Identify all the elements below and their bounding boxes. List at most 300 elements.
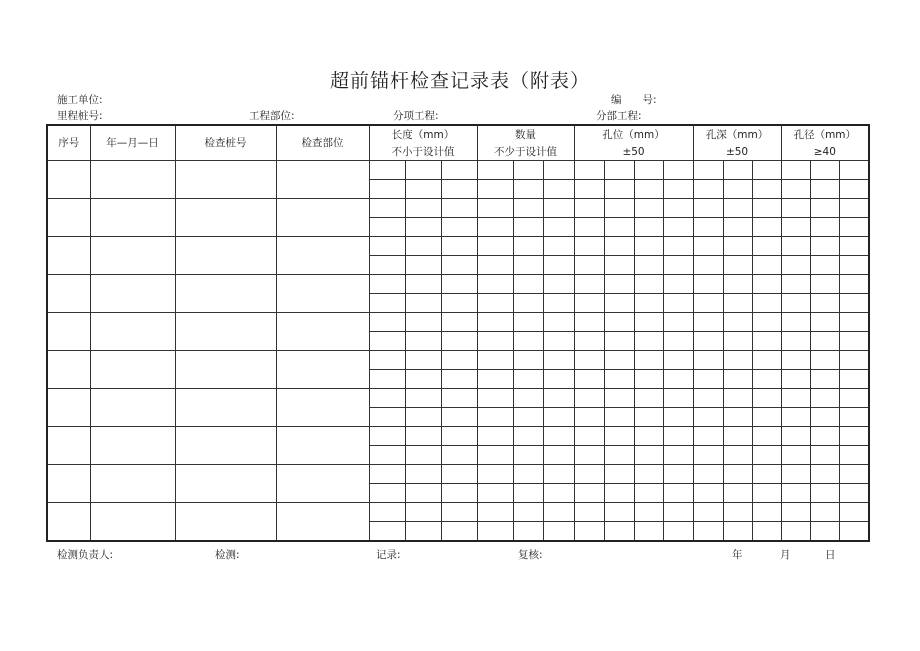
measure-cell xyxy=(634,408,663,427)
measure-cell xyxy=(477,389,513,408)
measure-cell xyxy=(441,256,477,275)
measure-cell xyxy=(441,313,477,332)
header-hole-dia-req: ≥40 xyxy=(781,143,869,161)
table-row xyxy=(47,503,869,522)
measure-cell xyxy=(839,389,869,408)
measure-cell xyxy=(839,199,869,218)
measure-cell xyxy=(781,351,810,370)
table-row xyxy=(47,199,869,218)
measure-cell xyxy=(543,408,574,427)
measure-cell xyxy=(604,237,634,256)
measure-cell xyxy=(663,370,693,389)
measure-cell xyxy=(405,218,441,237)
measure-cell xyxy=(477,256,513,275)
measure-cell xyxy=(369,237,405,256)
measure-cell xyxy=(723,275,752,294)
measure-cell xyxy=(663,237,693,256)
measure-cell xyxy=(477,275,513,294)
measure-cell xyxy=(543,370,574,389)
measure-cell xyxy=(543,275,574,294)
measure-cell xyxy=(369,389,405,408)
measure-cell xyxy=(663,503,693,522)
measure-cell xyxy=(723,370,752,389)
measure-cell xyxy=(574,389,604,408)
measure-cell xyxy=(369,199,405,218)
table-row xyxy=(47,275,869,294)
measure-cell xyxy=(810,408,839,427)
measure-cell xyxy=(543,332,574,351)
measure-cell xyxy=(663,161,693,180)
measure-cell xyxy=(781,427,810,446)
measure-cell xyxy=(839,218,869,237)
measure-cell xyxy=(810,522,839,542)
sub-division-label: 分部工程: xyxy=(596,110,642,122)
measure-cell xyxy=(693,256,723,275)
measure-cell xyxy=(839,465,869,484)
measure-cell xyxy=(543,218,574,237)
measure-cell xyxy=(441,218,477,237)
location-cell xyxy=(276,427,369,465)
measure-cell xyxy=(752,294,781,313)
header-hole-pos-title: 孔位（mm） xyxy=(574,125,693,143)
measure-cell xyxy=(634,237,663,256)
inspection-table xyxy=(46,124,870,542)
measure-cell xyxy=(810,218,839,237)
measure-cell xyxy=(693,199,723,218)
measure-cell xyxy=(723,446,752,465)
measure-cell xyxy=(810,389,839,408)
measure-cell xyxy=(839,332,869,351)
measure-cell xyxy=(574,427,604,446)
measure-cell xyxy=(693,161,723,180)
measure-cell xyxy=(663,522,693,542)
measure-cell xyxy=(693,484,723,503)
measure-cell xyxy=(441,180,477,199)
measure-cell xyxy=(634,218,663,237)
seq-cell xyxy=(47,275,90,313)
measure-cell xyxy=(513,370,543,389)
measure-cell xyxy=(369,256,405,275)
measure-cell xyxy=(543,427,574,446)
measure-cell xyxy=(839,370,869,389)
measure-cell xyxy=(574,332,604,351)
seq-cell xyxy=(47,503,90,542)
measure-cell xyxy=(604,351,634,370)
seq-cell xyxy=(47,351,90,389)
measure-cell xyxy=(634,446,663,465)
seq-cell xyxy=(47,465,90,503)
measure-cell xyxy=(513,522,543,542)
header-qty-title: 数量 xyxy=(477,125,574,143)
location-cell xyxy=(276,275,369,313)
measure-cell xyxy=(781,256,810,275)
measure-cell xyxy=(574,237,604,256)
pile-no-cell xyxy=(175,427,276,465)
measure-cell xyxy=(513,408,543,427)
measure-cell xyxy=(839,484,869,503)
measure-cell xyxy=(369,446,405,465)
measure-cell xyxy=(543,313,574,332)
measure-cell xyxy=(441,294,477,313)
measure-cell xyxy=(543,465,574,484)
measure-cell xyxy=(369,522,405,542)
footer-inspection: 检测: xyxy=(215,549,240,561)
measure-cell xyxy=(513,503,543,522)
measure-cell xyxy=(663,408,693,427)
measure-cell xyxy=(543,484,574,503)
measure-cell xyxy=(513,446,543,465)
measure-cell xyxy=(663,199,693,218)
measure-cell xyxy=(574,180,604,199)
measure-cell xyxy=(781,370,810,389)
date-cell xyxy=(90,199,175,237)
measure-cell xyxy=(752,370,781,389)
table-row xyxy=(47,389,869,408)
measure-cell xyxy=(752,256,781,275)
measure-cell xyxy=(477,294,513,313)
measure-cell xyxy=(543,294,574,313)
table-row xyxy=(47,351,869,370)
measure-cell xyxy=(723,465,752,484)
measure-cell xyxy=(839,408,869,427)
header-qty-req: 不少于设计值 xyxy=(477,143,574,161)
measure-cell xyxy=(693,218,723,237)
measure-cell xyxy=(634,256,663,275)
measure-cell xyxy=(574,446,604,465)
table-row xyxy=(47,427,869,446)
measure-cell xyxy=(810,370,839,389)
measure-cell xyxy=(781,237,810,256)
measure-cell xyxy=(693,313,723,332)
header-date: 年—月—日 xyxy=(90,125,175,161)
location-cell xyxy=(276,351,369,389)
measure-cell xyxy=(513,275,543,294)
measure-cell xyxy=(604,294,634,313)
measure-cell xyxy=(752,351,781,370)
measure-cell xyxy=(839,522,869,542)
measure-cell xyxy=(839,161,869,180)
measure-cell xyxy=(634,180,663,199)
measure-cell xyxy=(839,503,869,522)
pile-no-cell xyxy=(175,313,276,351)
measure-cell xyxy=(693,180,723,199)
measure-cell xyxy=(405,408,441,427)
measure-cell xyxy=(663,275,693,294)
date-cell xyxy=(90,161,175,199)
measure-cell xyxy=(513,199,543,218)
measure-cell xyxy=(441,237,477,256)
pile-no-cell xyxy=(175,389,276,427)
measure-cell xyxy=(441,522,477,542)
measure-cell xyxy=(810,503,839,522)
measure-cell xyxy=(723,332,752,351)
measure-cell xyxy=(693,503,723,522)
measure-cell xyxy=(604,389,634,408)
measure-cell xyxy=(513,161,543,180)
location-cell xyxy=(276,465,369,503)
measure-cell xyxy=(405,484,441,503)
measure-cell xyxy=(634,465,663,484)
measure-cell xyxy=(634,275,663,294)
measure-cell xyxy=(477,351,513,370)
seq-cell xyxy=(47,161,90,199)
location-cell xyxy=(276,237,369,275)
measure-cell xyxy=(634,484,663,503)
seq-cell xyxy=(47,389,90,427)
measure-cell xyxy=(810,294,839,313)
measure-cell xyxy=(781,503,810,522)
measure-cell xyxy=(604,370,634,389)
table-row xyxy=(47,465,869,484)
date-cell xyxy=(90,465,175,503)
measure-cell xyxy=(781,446,810,465)
location-cell xyxy=(276,199,369,237)
header-hole-pos-req: ±50 xyxy=(574,143,693,161)
footer-year: 年 xyxy=(732,549,743,561)
measure-cell xyxy=(693,351,723,370)
measure-cell xyxy=(693,389,723,408)
measure-cell xyxy=(477,465,513,484)
mileage-pile-label: 里程桩号: xyxy=(57,110,103,122)
measure-cell xyxy=(513,256,543,275)
measure-cell xyxy=(405,332,441,351)
measure-cell xyxy=(441,275,477,294)
measure-cell xyxy=(369,484,405,503)
measure-cell xyxy=(781,484,810,503)
project-part-label: 工程部位: xyxy=(249,110,295,122)
measure-cell xyxy=(405,237,441,256)
measure-cell xyxy=(663,351,693,370)
measure-cell xyxy=(634,427,663,446)
measure-cell xyxy=(574,522,604,542)
measure-cell xyxy=(543,351,574,370)
measure-cell xyxy=(693,465,723,484)
measure-cell xyxy=(543,522,574,542)
measure-cell xyxy=(752,332,781,351)
table-row xyxy=(47,313,869,332)
measure-cell xyxy=(441,370,477,389)
measure-cell xyxy=(634,313,663,332)
footer-inspector-lead: 检测负责人: xyxy=(57,549,114,561)
measure-cell xyxy=(574,161,604,180)
measure-cell xyxy=(810,351,839,370)
measure-cell xyxy=(513,218,543,237)
measure-cell xyxy=(752,161,781,180)
measure-cell xyxy=(574,484,604,503)
measure-cell xyxy=(752,408,781,427)
measure-cell xyxy=(477,161,513,180)
measure-cell xyxy=(604,180,634,199)
pile-no-cell xyxy=(175,237,276,275)
measure-cell xyxy=(405,446,441,465)
footer-day: 日 xyxy=(825,549,836,561)
measure-cell xyxy=(781,180,810,199)
measure-cell xyxy=(634,370,663,389)
measure-cell xyxy=(574,294,604,313)
measure-cell xyxy=(405,522,441,542)
measure-cell xyxy=(543,503,574,522)
measure-cell xyxy=(574,370,604,389)
measure-cell xyxy=(513,351,543,370)
seq-cell xyxy=(47,427,90,465)
measure-cell xyxy=(513,313,543,332)
measure-cell xyxy=(513,465,543,484)
measure-cell xyxy=(405,275,441,294)
measure-cell xyxy=(604,503,634,522)
measure-cell xyxy=(839,294,869,313)
measure-cell xyxy=(477,370,513,389)
measure-cell xyxy=(604,332,634,351)
measure-cell xyxy=(723,294,752,313)
measure-cell xyxy=(604,522,634,542)
measure-cell xyxy=(723,180,752,199)
measure-cell xyxy=(369,370,405,389)
measure-cell xyxy=(405,351,441,370)
measure-cell xyxy=(752,199,781,218)
measure-cell xyxy=(574,503,604,522)
measure-cell xyxy=(574,256,604,275)
measure-cell xyxy=(634,199,663,218)
measure-cell xyxy=(752,218,781,237)
measure-cell xyxy=(723,161,752,180)
measure-cell xyxy=(604,256,634,275)
header-pile-no: 检查桩号 xyxy=(175,125,276,161)
header-hole-depth-req: ±50 xyxy=(693,143,781,161)
measure-cell xyxy=(543,199,574,218)
measure-cell xyxy=(574,218,604,237)
measure-cell xyxy=(723,503,752,522)
measure-cell xyxy=(405,180,441,199)
measure-cell xyxy=(663,332,693,351)
measure-cell xyxy=(723,237,752,256)
measure-cell xyxy=(604,218,634,237)
measure-cell xyxy=(634,522,663,542)
measure-cell xyxy=(604,446,634,465)
seq-cell xyxy=(47,313,90,351)
table-row xyxy=(47,161,869,180)
measure-cell xyxy=(369,313,405,332)
measure-cell xyxy=(513,427,543,446)
measure-cell xyxy=(369,351,405,370)
measure-cell xyxy=(405,256,441,275)
measure-cell xyxy=(477,332,513,351)
date-cell xyxy=(90,351,175,389)
measure-cell xyxy=(634,332,663,351)
measure-cell xyxy=(543,237,574,256)
header-length-title: 长度（mm） xyxy=(369,125,477,143)
measure-cell xyxy=(839,237,869,256)
footer-record: 记录: xyxy=(376,549,401,561)
measure-cell xyxy=(477,237,513,256)
date-cell xyxy=(90,275,175,313)
measure-cell xyxy=(839,275,869,294)
date-cell xyxy=(90,313,175,351)
measure-cell xyxy=(441,427,477,446)
measure-cell xyxy=(369,294,405,313)
measure-cell xyxy=(723,427,752,446)
measure-cell xyxy=(604,427,634,446)
measure-cell xyxy=(752,484,781,503)
measure-cell xyxy=(574,465,604,484)
measure-cell xyxy=(663,465,693,484)
footer-month: 月 xyxy=(780,549,791,561)
header-location: 检查部位 xyxy=(276,125,369,161)
measure-cell xyxy=(723,389,752,408)
measure-cell xyxy=(405,465,441,484)
measure-cell xyxy=(405,294,441,313)
measure-cell xyxy=(543,161,574,180)
measure-cell xyxy=(781,465,810,484)
measure-cell xyxy=(752,446,781,465)
date-cell xyxy=(90,427,175,465)
measure-cell xyxy=(405,389,441,408)
measure-cell xyxy=(839,313,869,332)
location-cell xyxy=(276,389,369,427)
measure-cell xyxy=(810,446,839,465)
construction-unit-label: 施工单位: xyxy=(57,94,103,106)
measure-cell xyxy=(752,237,781,256)
measure-cell xyxy=(477,313,513,332)
measure-cell xyxy=(604,161,634,180)
measure-cell xyxy=(752,465,781,484)
measure-cell xyxy=(723,408,752,427)
form-title: 超前锚杆检查记录表（附表） xyxy=(329,70,590,92)
measure-cell xyxy=(477,484,513,503)
measure-cell xyxy=(781,275,810,294)
measure-cell xyxy=(663,180,693,199)
measure-cell xyxy=(405,313,441,332)
measure-cell xyxy=(441,351,477,370)
measure-cell xyxy=(441,389,477,408)
measure-cell xyxy=(810,465,839,484)
measure-cell xyxy=(752,180,781,199)
measure-cell xyxy=(752,389,781,408)
measure-cell xyxy=(781,332,810,351)
measure-cell xyxy=(781,522,810,542)
measure-cell xyxy=(369,465,405,484)
measure-cell xyxy=(723,199,752,218)
measure-cell xyxy=(663,218,693,237)
measure-cell xyxy=(810,484,839,503)
measure-cell xyxy=(574,275,604,294)
measure-cell xyxy=(810,237,839,256)
measure-cell xyxy=(810,180,839,199)
date-cell xyxy=(90,503,175,542)
measure-cell xyxy=(369,180,405,199)
measure-cell xyxy=(723,313,752,332)
measure-cell xyxy=(369,503,405,522)
measure-cell xyxy=(441,484,477,503)
sub-item-label: 分项工程: xyxy=(393,110,439,122)
measure-cell xyxy=(477,427,513,446)
measure-cell xyxy=(369,275,405,294)
measure-cell xyxy=(663,484,693,503)
measure-cell xyxy=(634,161,663,180)
measure-cell xyxy=(723,218,752,237)
measure-cell xyxy=(604,484,634,503)
serial-no-label: 编 号: xyxy=(611,94,657,106)
header-seq: 序号 xyxy=(47,125,90,161)
measure-cell xyxy=(634,389,663,408)
measure-cell xyxy=(405,427,441,446)
measure-cell xyxy=(693,427,723,446)
measure-cell xyxy=(634,294,663,313)
pile-no-cell xyxy=(175,275,276,313)
measure-cell xyxy=(693,294,723,313)
measure-cell xyxy=(369,427,405,446)
measure-cell xyxy=(441,465,477,484)
date-cell xyxy=(90,237,175,275)
